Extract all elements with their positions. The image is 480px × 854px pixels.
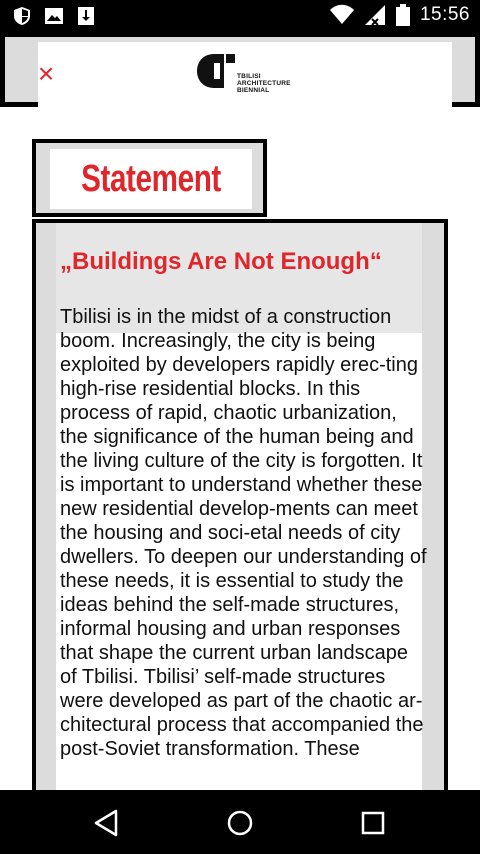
header-panel xyxy=(5,37,475,102)
home-icon[interactable] xyxy=(225,808,255,838)
battery-icon xyxy=(396,4,410,26)
tbilisi-biennial-logo xyxy=(196,51,306,97)
logo-line-2: ARCHITECTURE xyxy=(237,80,291,87)
section-title: Statement xyxy=(81,158,221,200)
back-icon[interactable] xyxy=(92,808,122,838)
status-notifications xyxy=(12,6,96,26)
article-panel xyxy=(32,219,448,790)
image-icon xyxy=(44,6,64,26)
logo-wordmark xyxy=(237,73,291,94)
shield-icon xyxy=(12,6,32,26)
wifi-icon xyxy=(330,4,354,26)
logo-line-1: TBILISI xyxy=(237,73,261,80)
panel-left-band xyxy=(36,223,56,790)
recents-icon[interactable] xyxy=(358,808,388,838)
content-scroll[interactable] xyxy=(0,107,480,790)
logo-line-3: BIENNIAL xyxy=(237,87,270,94)
clock: 15:56 xyxy=(419,4,470,25)
article-body: Tbilisi is in the midst of a construction boom. Increasingly, the city is being exploited by developers rapidly erec-ting high-rise residential blocks. In this process of rapid, chaotic urbanization, the significance of the human being and the living culture of the city is forgotten. It is important to understand whether these new residential develop-ments can meet the housing and soci-etal needs of city dwellers. To deepen our understanding of these needs, it is essential to study the ideas behind the self-made structures, informal housing and urban responses that shape the current urban landscape of Tbilisi. Tbilisi’ self-made structures were developed as part of the chaotic ar-chitectural process that accompanied the post-Soviet transformation. These xyxy=(60,306,427,760)
status-bar xyxy=(0,0,480,32)
logo-mark-icon xyxy=(196,51,236,91)
signal-icon xyxy=(364,4,386,26)
app-header xyxy=(0,32,480,107)
section-tab xyxy=(32,139,267,217)
download-icon xyxy=(76,6,96,26)
navigation-bar xyxy=(0,790,480,854)
article-headline: „Buildings Are Not Enough“ xyxy=(60,248,382,275)
section-tab-inner xyxy=(50,149,252,209)
close-button[interactable]: × xyxy=(37,58,55,89)
status-system xyxy=(330,4,470,26)
